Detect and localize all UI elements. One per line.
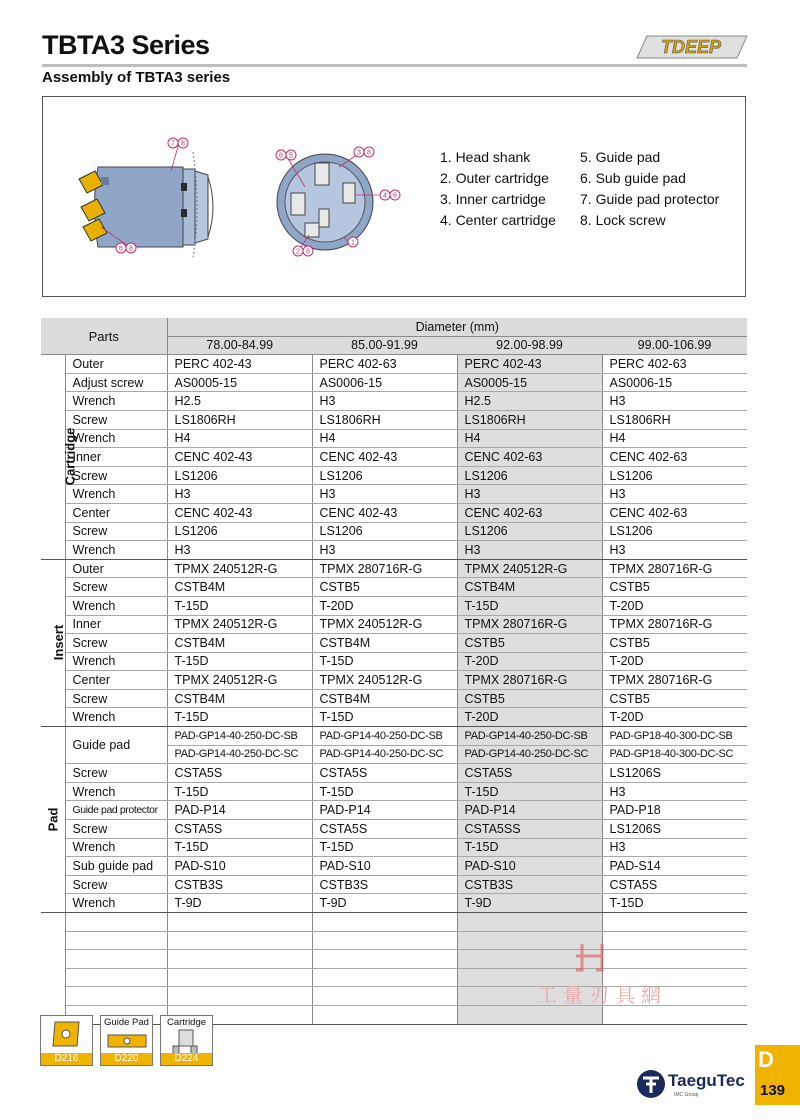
part-code: CENC 402-63 [457, 503, 602, 522]
part-code: T-15D [167, 838, 312, 857]
callout-label: 3 [357, 149, 361, 157]
part-code: T-15D [312, 782, 457, 801]
part-name: Screw [65, 410, 167, 429]
part-code [602, 913, 747, 932]
table-row [41, 838, 747, 857]
table-row [41, 410, 747, 429]
tdeep-brand-logo [633, 32, 749, 60]
part-code: H4 [602, 429, 747, 448]
diameter-header: Diameter (mm) [167, 318, 747, 336]
part-name: Guide pad [65, 727, 167, 764]
part-name: Guide pad protector [65, 801, 167, 820]
part-code: CSTB4M [167, 578, 312, 597]
table-row [41, 355, 747, 374]
part-code: T-15D [457, 838, 602, 857]
diameter-range: 99.00-106.99 [602, 336, 747, 355]
part-code: TPMX 280716R-G [457, 615, 602, 634]
part-code: PERC 402-63 [602, 355, 747, 374]
part-code: TPMX 280716R-G [602, 559, 747, 578]
part-code: CSTA5S [312, 764, 457, 783]
part-code: CENC 402-43 [312, 448, 457, 467]
ref-page: D216 [41, 1053, 92, 1065]
callout-label: 7 [171, 140, 175, 148]
part-code: H3 [602, 392, 747, 411]
part-name: Sub guide pad [65, 857, 167, 876]
part-code: PAD-S10 [312, 857, 457, 876]
part-code: PAD-GP14-40-250-DC-SB [167, 727, 312, 746]
part-name: Screw [65, 764, 167, 783]
part-code: PAD-S10 [457, 857, 602, 876]
part-code: CENC 402-43 [167, 503, 312, 522]
part-code: CSTB4M [167, 634, 312, 653]
page-title: TBTA3 Series [42, 30, 210, 60]
legend-item: 3. Inner cartridge [440, 191, 546, 207]
table-row [41, 634, 747, 653]
part-code: LS1806RH [457, 410, 602, 429]
svg-text:TDEEP: TDEEP [660, 37, 722, 57]
part-code: PERC 402-63 [312, 355, 457, 374]
part-code: T-20D [602, 596, 747, 615]
part-code: PAD-S14 [602, 857, 747, 876]
part-code: LS1206 [167, 522, 312, 541]
part-name: Wrench [65, 708, 167, 727]
part-code: H4 [167, 429, 312, 448]
part-code: CSTB5 [312, 578, 457, 597]
tool-side-view [79, 152, 213, 257]
part-name: Screw [65, 634, 167, 653]
table-row [41, 727, 747, 746]
part-name: Screw [65, 689, 167, 708]
part-code: LS1806RH [167, 410, 312, 429]
table-row [41, 448, 747, 467]
table-row [41, 857, 747, 876]
part-name: Wrench [65, 596, 167, 615]
part-code: AS0005-15 [457, 373, 602, 392]
part-code: CSTB5 [457, 689, 602, 708]
ref-guide-pad[interactable] [100, 1015, 153, 1066]
part-name: Screw [65, 820, 167, 839]
callout-label: 8 [129, 245, 133, 253]
part-code: T-20D [312, 596, 457, 615]
part-code: H3 [602, 782, 747, 801]
part-code: PAD-P14 [167, 801, 312, 820]
part-code: CENC 402-63 [457, 448, 602, 467]
legend-item: 4. Center cartridge [440, 212, 556, 228]
table-row [41, 708, 747, 727]
legend-item: 8. Lock screw [580, 212, 666, 228]
table-row [41, 373, 747, 392]
part-code: PAD-GP18-40-300-DC-SB [602, 727, 747, 746]
part-code: PAD-GP14-40-250-DC-SC [312, 745, 457, 764]
part-code: H2.5 [167, 392, 312, 411]
part-code: T-20D [457, 652, 602, 671]
part-code: T-20D [457, 708, 602, 727]
table-row [41, 764, 747, 783]
page-number: 139 [760, 1082, 786, 1099]
callout-label: 6 [119, 245, 123, 253]
part-code [312, 931, 457, 950]
taegutec-logo-icon [636, 1069, 666, 1099]
part-code: LS1206S [602, 764, 747, 783]
part-code: TPMX 280716R-G [457, 671, 602, 690]
insert-thumbnail-icon [41, 1016, 92, 1052]
part-code: TPMX 240512R-G [167, 559, 312, 578]
part-name: Wrench [65, 392, 167, 411]
group-label: Cartridge [41, 355, 65, 560]
part-name: Wrench [65, 838, 167, 857]
part-name: Center [65, 503, 167, 522]
ref-cartridge[interactable] [160, 1015, 213, 1066]
part-name [65, 913, 167, 932]
table-row [41, 485, 747, 504]
part-code: LS1206S [602, 820, 747, 839]
group-label: Insert [41, 559, 65, 726]
part-code [312, 968, 457, 987]
part-name: Screw [65, 875, 167, 894]
part-code: CSTB4M [167, 689, 312, 708]
part-name: Outer [65, 355, 167, 374]
part-code: AS0005-15 [167, 373, 312, 392]
part-code: TPMX 240512R-G [312, 671, 457, 690]
ref-page: D224 [161, 1053, 212, 1065]
part-name: Inner [65, 615, 167, 634]
part-name [65, 987, 167, 1006]
watermark-text: 工量刃具網 [537, 985, 667, 1007]
table-row [41, 689, 747, 708]
part-code: AS0006-15 [312, 373, 457, 392]
part-code: T-15D [167, 708, 312, 727]
part-name: Screw [65, 522, 167, 541]
table-row [41, 615, 747, 634]
part-code: PAD-GP14-40-250-DC-SB [457, 727, 602, 746]
part-code: T-15D [602, 894, 747, 913]
legend-item: 7. Guide pad protector [580, 191, 720, 207]
part-code: PAD-P14 [457, 801, 602, 820]
part-code [167, 968, 312, 987]
table-row [41, 392, 747, 411]
part-code: PAD-P18 [602, 801, 747, 820]
part-code: PERC 402-43 [457, 355, 602, 374]
legend-item: 1. Head shank [440, 149, 531, 165]
part-name: Screw [65, 466, 167, 485]
part-code: T-15D [167, 782, 312, 801]
table-row [41, 652, 747, 671]
part-code: CSTA5S [167, 764, 312, 783]
part-name: Wrench [65, 541, 167, 560]
part-code: TPMX 280716R-G [602, 615, 747, 634]
callout-label: 8 [367, 149, 371, 157]
assembly-legend [440, 149, 730, 228]
part-code [312, 1005, 457, 1024]
part-code: H3 [457, 485, 602, 504]
part-code: H3 [312, 392, 457, 411]
table-row [41, 596, 747, 615]
part-code: H3 [167, 485, 312, 504]
part-code: H2.5 [457, 392, 602, 411]
parts-table [41, 318, 747, 1025]
part-code: H3 [312, 541, 457, 560]
part-code [167, 931, 312, 950]
part-code: LS1806RH [602, 410, 747, 429]
legend-item: 2. Outer cartridge [440, 170, 549, 186]
table-row [41, 894, 747, 913]
empty-row [41, 913, 747, 932]
part-code: TPMX 280716R-G [602, 671, 747, 690]
part-code: LS1206 [602, 522, 747, 541]
part-code: CENC 402-43 [167, 448, 312, 467]
part-code: H3 [602, 485, 747, 504]
part-code: CSTB5 [602, 689, 747, 708]
table-row [41, 782, 747, 801]
part-name: Wrench [65, 782, 167, 801]
part-code: CSTB5 [602, 578, 747, 597]
callout-label: 5 [289, 152, 293, 160]
part-code [312, 987, 457, 1006]
part-code: PAD-S10 [167, 857, 312, 876]
part-code: T-15D [457, 596, 602, 615]
callout-label: 8 [306, 248, 310, 256]
part-code: LS1206 [167, 466, 312, 485]
part-code [312, 950, 457, 969]
part-code: CSTB3S [167, 875, 312, 894]
part-code: CSTB4M [312, 634, 457, 653]
part-name: Outer [65, 559, 167, 578]
part-code: H3 [167, 541, 312, 560]
part-code: CSTB4M [457, 578, 602, 597]
part-name: Center [65, 671, 167, 690]
part-code: T-9D [457, 894, 602, 913]
part-code: CSTA5S [602, 875, 747, 894]
part-code: T-15D [167, 652, 312, 671]
part-name: Wrench [65, 652, 167, 671]
part-code: LS1206 [312, 466, 457, 485]
table-row [41, 801, 747, 820]
part-code: T-15D [312, 652, 457, 671]
part-name: Screw [65, 578, 167, 597]
part-code: T-9D [167, 894, 312, 913]
table-row [41, 875, 747, 894]
title-rule [42, 64, 747, 67]
table-row [41, 671, 747, 690]
part-code: H3 [312, 485, 457, 504]
table-row [41, 578, 747, 597]
diameter-range: 92.00-98.99 [457, 336, 602, 355]
legend-item: 5. Guide pad [580, 149, 661, 165]
part-code: H3 [602, 541, 747, 560]
part-code: PERC 402-43 [167, 355, 312, 374]
part-code: CSTB5 [602, 634, 747, 653]
part-code: AS0006-15 [602, 373, 747, 392]
part-code [312, 913, 457, 932]
part-code: CSTB3S [312, 875, 457, 894]
part-code: T-15D [312, 838, 457, 857]
part-code: PAD-GP18-40-300-DC-SC [602, 745, 747, 764]
tool-end-view [277, 154, 373, 250]
part-code: LS1206 [457, 522, 602, 541]
diameter-range: 85.00-91.99 [312, 336, 457, 355]
part-name [65, 950, 167, 969]
part-code: CSTA5S [457, 764, 602, 783]
table-row [41, 429, 747, 448]
part-code: TPMX 240512R-G [167, 671, 312, 690]
part-code: PAD-GP14-40-250-DC-SC [167, 745, 312, 764]
part-code: H4 [457, 429, 602, 448]
tool-assembly-drawing [43, 97, 443, 297]
part-code: T-20D [602, 652, 747, 671]
part-code: H3 [602, 838, 747, 857]
part-name: Wrench [65, 429, 167, 448]
part-name: Inner [65, 448, 167, 467]
part-code: CSTA5S [312, 820, 457, 839]
callout-label: 8 [181, 140, 185, 148]
part-code [167, 987, 312, 1006]
legend-item: 6. Sub guide pad [580, 170, 686, 186]
assembly-diagram [42, 96, 746, 297]
part-code: CSTB3S [457, 875, 602, 894]
part-name: Wrench [65, 894, 167, 913]
table-row [41, 466, 747, 485]
ref-label: Guide Pad [104, 1017, 149, 1028]
ref-label: Cartridge [166, 1017, 207, 1028]
part-code: T-15D [167, 596, 312, 615]
part-code: TPMX 240512R-G [167, 615, 312, 634]
table-row [41, 559, 747, 578]
part-code: PAD-GP14-40-250-DC-SC [457, 745, 602, 764]
part-code: CSTA5S [167, 820, 312, 839]
callout-label: 1 [351, 239, 355, 247]
parts-header: Parts [41, 318, 167, 355]
part-code [457, 913, 602, 932]
part-code: T-15D [312, 708, 457, 727]
group-label [41, 913, 65, 1025]
part-name: Wrench [65, 485, 167, 504]
part-code: T-9D [312, 894, 457, 913]
callout-label: 6 [279, 152, 283, 160]
part-code: LS1206 [602, 466, 747, 485]
part-code: LS1806RH [312, 410, 457, 429]
part-code: TPMX 240512R-G [457, 559, 602, 578]
part-code: T-15D [457, 782, 602, 801]
part-code: CSTB4M [312, 689, 457, 708]
part-code: CENC 402-63 [602, 448, 747, 467]
taegutec-logo-text: TaeguTec [668, 1071, 745, 1090]
ref-page: D220 [101, 1053, 152, 1065]
part-code: CSTA5SS [457, 820, 602, 839]
part-code: TPMX 280716R-G [312, 559, 457, 578]
part-code: PAD-P14 [312, 801, 457, 820]
page-subtitle: Assembly of TBTA3 series [42, 69, 231, 86]
part-code: LS1206 [457, 466, 602, 485]
section-tab [755, 1045, 800, 1105]
part-code: CSTB5 [457, 634, 602, 653]
ref-insert[interactable] [40, 1015, 93, 1066]
part-name [65, 968, 167, 987]
part-name: Adjust screw [65, 373, 167, 392]
section-letter: D [758, 1047, 774, 1072]
part-code [167, 913, 312, 932]
table-row [41, 522, 747, 541]
part-code: T-20D [602, 708, 747, 727]
table-row [41, 503, 747, 522]
part-code: H3 [457, 541, 602, 560]
part-code: PAD-GP14-40-250-DC-SB [312, 727, 457, 746]
part-code: H4 [312, 429, 457, 448]
part-code: CENC 402-43 [312, 503, 457, 522]
table-row [41, 541, 747, 560]
part-code: LS1206 [312, 522, 457, 541]
taegutec-logo-subtext: IMC Group [674, 1092, 699, 1098]
table-row [41, 820, 747, 839]
diameter-range: 78.00-84.99 [167, 336, 312, 355]
callout-label: 2 [296, 248, 300, 256]
callout-label: 6 [393, 192, 397, 200]
part-code: CENC 402-63 [602, 503, 747, 522]
group-label: Pad [41, 727, 65, 913]
part-code: TPMX 240512R-G [312, 615, 457, 634]
callout-label: 4 [383, 192, 387, 200]
part-name [65, 931, 167, 950]
parts-table-body [41, 355, 747, 1024]
part-code [167, 950, 312, 969]
